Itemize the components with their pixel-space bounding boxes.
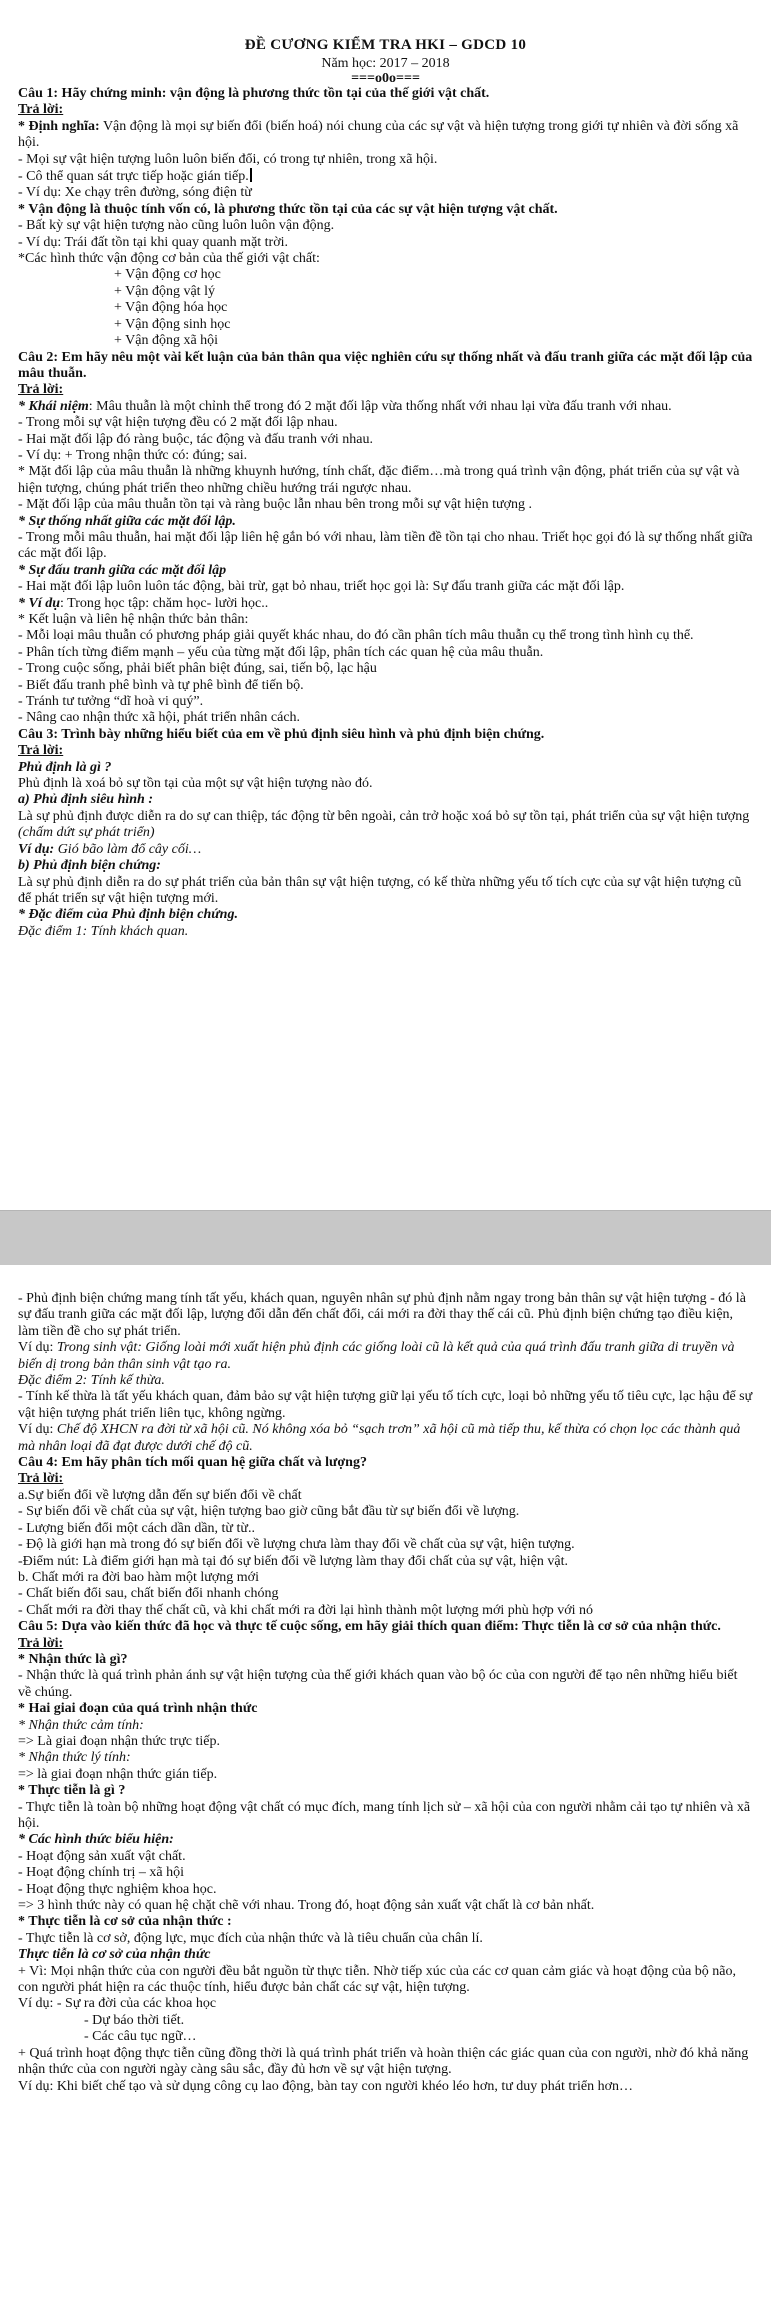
- question-heading: [18, 1619, 753, 1635]
- text-line: [18, 1554, 753, 1570]
- text-line-content: - Mọi sự vật hiện tượng luôn luôn biến đổi, có trong tự nhiên, trong xã hội.: [18, 151, 438, 167]
- subsection-heading: [18, 792, 753, 808]
- text-line-content: - Nâng cao nhận thức xã hội, phát triển nhân cách.: [18, 710, 301, 726]
- text-line: [18, 1882, 753, 1898]
- section-heading-text: * Nhận thức là gì?: [18, 1651, 128, 1667]
- text-line: [18, 1488, 753, 1504]
- text-line-content: - Độ là giới hạn mà trong đó sự biến đổi về lượng chưa làm thay đổi về chất của sự vật, hiện tượng.: [18, 1537, 575, 1553]
- text-line-content: * Kết luận và liên hệ nhận thức bản thân:: [18, 612, 249, 627]
- text-line: [18, 251, 753, 267]
- text-line: [18, 1504, 753, 1520]
- definition-line: [18, 842, 753, 858]
- text-line-content: - Nhận thức là quá trình phản ánh sự vật hiện tượng của thế giới khách quan vào bộ óc của con người để tạo nên những hiểu biết về chúng.: [18, 1668, 738, 1700]
- subsection-heading: [18, 1832, 753, 1848]
- text-line-content: - Thực tiễn là toàn bộ những hoạt động vật chất có mục đích, mang tính lịch sử – xã hội của con người nhằm cải tạo tự nhiên và xã hội.: [18, 1799, 751, 1831]
- text-line: [18, 875, 753, 908]
- section-heading-text: * Vận động là thuộc tính vốn có, là phương thức tồn tại của các sự vật hiện tượng vật chất.: [18, 201, 558, 217]
- list-item-text: + Vận động xã hội: [114, 333, 219, 349]
- term-label: * Khái niệm: [18, 398, 89, 414]
- text-line: [18, 464, 753, 497]
- text-line: [18, 694, 753, 710]
- text-line-content: - Phân tích từng điểm mạnh – yếu của từng mặt đối lập, phân tích các quan hệ của mâu thuẫn.: [18, 644, 544, 660]
- text-line-content: - Ví dụ: Xe chạy trên đường, sóng điện từ: [18, 185, 252, 201]
- example-line: [18, 1422, 753, 1455]
- text-line: [18, 1291, 753, 1340]
- text-line: [18, 2079, 753, 2095]
- text-line: [18, 1964, 753, 1997]
- term-label: * Định nghĩa:: [18, 118, 100, 134]
- answer-label-text: Trả lời:: [18, 102, 64, 118]
- document-title: ĐỀ CƯƠNG KIỂM TRA HKI – GDCD 10: [244, 37, 527, 53]
- italic-line-text: Đặc điểm 2: Tính kế thừa.: [18, 1373, 165, 1389]
- text-line: [18, 661, 753, 677]
- list-item: [18, 317, 753, 333]
- subsection-heading-text: * Sự đấu tranh giữa các mặt đối lập: [18, 562, 227, 578]
- subsection-heading: [18, 1947, 753, 1963]
- text-line-content: - Biết đấu tranh phê bình và tự phê bình để tiến bộ.: [18, 677, 304, 693]
- text-line-content: - Phủ định biện chứng mang tính tất yếu, khách quan, nguyên nhân sự phủ định nằm ngay trong bản thân sự vật hiện tượng - đó là sự đấu tranh giữa các mặt đối lập, lượng đổi dẫn đến chất đổi, cái mới ra đời thay thế cái cũ. Phủ định biện chứng tạo điều kiện, làm tiền đề cho sự phát triển.: [18, 1291, 746, 1339]
- text-line-content: => Là giai đoạn nhận thức trực tiếp.: [18, 1733, 221, 1749]
- example-line: [18, 1340, 753, 1373]
- section-heading: [18, 1914, 753, 1930]
- answer-label-text: Trả lời:: [18, 1635, 64, 1651]
- list-item: [18, 2013, 753, 2029]
- text-line: [18, 1849, 753, 1865]
- question-text: Câu 3: Trình bày những hiểu biết của em về phủ định siêu hình và phủ định biện chứng.: [18, 726, 545, 742]
- text-line: [18, 1603, 753, 1619]
- page-2-content: [18, 1291, 753, 2095]
- question-text: Câu 2: Em hãy nêu một vài kết luận của bản thân qua việc nghiên cứu sự thống nhất và đấu tranh giữa các mặt đối lập của mâu thuẫn.: [18, 349, 753, 381]
- list-item: [18, 333, 753, 349]
- text-line-content: - Chất mới ra đời thay thế chất cũ, và khi chất mới ra đời lại hình thành một lượng mới phù hợp với nó: [18, 1602, 593, 1618]
- text-line-content: Ví dụ: Khi biết chế tạo và sử dụng công cụ lao động, bàn tay con người khéo léo hơn, tư duy phát triển hơn…: [18, 2078, 633, 2094]
- text-line: [18, 415, 753, 431]
- text-line: [18, 1586, 753, 1602]
- text-line-content: - Trong cuộc sống, phải biết phân biệt đúng, sai, tiến bộ, lạc hậu: [18, 661, 377, 677]
- text-line: [18, 710, 753, 726]
- page-1-content: [18, 86, 753, 940]
- italic-line-text: * Nhận thức lý tính:: [18, 1750, 131, 1766]
- text-line-content: - Trong mỗi mâu thuẫn, hai mặt đối lập liên hệ gắn bó với nhau, làm tiền đề tồn tại cho nhau. Triết học gọi đó là sự thống nhất giữa các mặt đối lập.: [18, 529, 753, 562]
- subsection-heading-text: Thực tiễn là cơ sở của nhận thức: [18, 1947, 211, 1963]
- text-line-content: - Bất kỳ sự vật hiện tượng nào cũng luôn luôn vận động.: [18, 218, 335, 234]
- list-item: [18, 267, 753, 283]
- example-italic: Chế độ XHCN ra đời từ xã hội cũ. Nó không xóa bỏ “sạch trơn” xã hội cũ mà tiếp thu, kế thừa có chọn lọc các thành quả mà nhân loại đã đạt được dưới chế độ cũ.: [18, 1422, 741, 1454]
- italic-line: [18, 924, 753, 940]
- section-heading-text: * Hai giai đoạn của quá trình nhận thức: [18, 1701, 258, 1717]
- document-page-2: [0, 1265, 771, 2312]
- question-text: Câu 5: Dựa vào kiến thức đã học và thực tế cuộc sống, em hãy giải thích quan điểm: Thực tiễn là cơ sở của nhận thức.: [18, 1619, 721, 1635]
- text-line-content: - Hoạt động chính trị – xã hội: [18, 1865, 185, 1881]
- list-item-text: - Dự báo thời tiết.: [84, 2012, 185, 2028]
- italic-line: [18, 1750, 753, 1766]
- example-lead: Ví dụ:: [18, 1340, 57, 1356]
- text-line: [18, 218, 753, 234]
- school-year: Năm học: 2017 – 2018: [321, 56, 450, 71]
- section-heading-text: * Thực tiễn là gì ?: [18, 1783, 126, 1799]
- subsection-heading-text: * Đặc điểm của Phủ định biện chứng.: [18, 907, 238, 923]
- text-line-content: - Trong mỗi sự vật hiện tượng đều có 2 mặt đối lập nhau.: [18, 415, 338, 431]
- question-heading: [18, 1455, 753, 1471]
- list-item-text: + Vận động sinh học: [114, 316, 231, 332]
- question-heading: [18, 86, 753, 102]
- example-lead: Là sự phủ định được diễn ra do sự can thiệp, tác động từ bên ngoài, cản trở hoặc xoá bỏ sự tồn tại, phát triển của sự vật hiện tượng: [18, 808, 750, 824]
- italic-line-text: Đặc điểm 1: Tính khách quan.: [18, 923, 189, 939]
- text-line: [18, 579, 753, 595]
- list-item-text: + Vận động vật lý: [114, 283, 215, 299]
- text-line: [18, 1767, 753, 1783]
- text-line: [18, 168, 753, 185]
- example-italic: (chấm dứt sự phát triển): [18, 825, 155, 841]
- text-line: [18, 1668, 753, 1701]
- text-line-content: - Mỗi loại mâu thuẫn có phương pháp giải quyết khác nhau, do đó cần phân tích mâu thuẫn cụ thể trong tình hình cụ thể.: [18, 628, 694, 644]
- italic-line-text: * Nhận thức cảm tính:: [18, 1717, 144, 1733]
- text-line: [18, 1800, 753, 1833]
- question-heading: [18, 350, 753, 383]
- text-line-content: => 3 hình thức này có quan hệ chặt chẽ với nhau. Trong đó, hoạt động sản xuất vật chất là cơ bản nhất.: [18, 1898, 595, 1914]
- list-item: [18, 300, 753, 316]
- text-line: [18, 1865, 753, 1881]
- subsection-heading: [18, 514, 753, 530]
- example-italic: Trong sinh vật: Giống loài mới xuất hiện phủ định các giống loài cũ là kết quả của quá trình đấu tranh giữa di truyền và biến dị trong bản thân sinh vật tạo ra.: [18, 1340, 735, 1372]
- term-body: : Trong học tập: chăm học- lười học..: [60, 595, 269, 611]
- text-line: [18, 530, 753, 563]
- question-heading: [18, 727, 753, 743]
- subsection-heading: [18, 760, 753, 776]
- text-line: [18, 678, 753, 694]
- subsection-heading-text: * Sự thống nhất giữa các mặt đối lập.: [18, 513, 236, 529]
- text-line-content: => là giai đoạn nhận thức gián tiếp.: [18, 1766, 218, 1782]
- answer-label-text: Trả lời:: [18, 743, 64, 759]
- text-cursor: [250, 168, 252, 182]
- text-line-content: *Các hình thức vận động cơ bản của thế giới vật chất:: [18, 251, 320, 267]
- text-line: [18, 432, 753, 448]
- text-line: [18, 1996, 753, 2012]
- text-line: [18, 1521, 753, 1537]
- text-line-content: - Tránh tư tưởng “dĩ hoà vi quý”.: [18, 694, 204, 710]
- term-body: Vận động là mọi sự biến đổi (biến hoá) nói chung của các sự vật và hiện tượng trong giới tự nhiên và đời sống xã hội.: [18, 118, 739, 151]
- text-line-content: - Chất biến đổi sau, chất biến đổi nhanh chóng: [18, 1586, 279, 1602]
- definition-line: [18, 119, 753, 152]
- list-item-text: + Vận động hóa học: [114, 300, 228, 316]
- text-line-content: - Ví dụ: Trái đất tồn tại khi quay quanh mặt trời.: [18, 234, 289, 250]
- subsection-heading-text: a) Phủ định siêu hình :: [18, 792, 153, 808]
- text-line: [18, 1931, 753, 1947]
- section-heading: [18, 1783, 753, 1799]
- text-line: [18, 235, 753, 251]
- definition-line: [18, 596, 753, 612]
- text-line-content: + Quá trình hoạt động thực tiễn cũng đồng thời là quá trình phát triển và hoàn thiện các giác quan của con người, nhờ đó khả năng nhận thức của con người ngày càng sâu sắc, đầy đủ hơn về sự vật hiện tượng.: [18, 2045, 749, 2078]
- answer-label: [18, 1636, 753, 1652]
- subsection-heading: [18, 858, 753, 874]
- text-line: [18, 1734, 753, 1750]
- text-line: [18, 776, 753, 792]
- text-line-content: - Hoạt động thực nghiệm khoa học.: [18, 1881, 217, 1897]
- text-line-content: - Lượng biến đổi một cách dần dần, từ từ..: [18, 1520, 256, 1536]
- text-line: [18, 448, 753, 464]
- subsection-heading: [18, 907, 753, 923]
- italic-line: [18, 1718, 753, 1734]
- text-line: [18, 497, 753, 513]
- definition-line: [18, 399, 753, 415]
- text-line-content: - Hai mặt đối lập luôn luôn tác động, bài trừ, gạt bỏ nhau, triết học gọi là: Sự đấu tranh giữa các mặt đối lập.: [18, 579, 625, 595]
- text-line: [18, 645, 753, 661]
- text-line-content: - Hai mặt đối lập đó ràng buộc, tác động và đấu tranh với nhau.: [18, 431, 373, 447]
- question-text: Câu 1: Hãy chứng minh: vận động là phương thức tồn tại của thế giới vật chất.: [18, 86, 490, 101]
- text-line-content: Ví dụ: - Sự ra đời của các khoa học: [18, 1996, 217, 2012]
- answer-label: [18, 743, 753, 759]
- text-line-content: - Sự biến đổi về chất của sự vật, hiện tượng bao giờ cũng bắt đầu từ sự biến đổi về lượng.: [18, 1504, 520, 1520]
- answer-label-text: Trả lời:: [18, 382, 64, 398]
- text-line-content: - Cô thể quan sát trực tiếp hoặc gián tiếp.: [18, 169, 249, 185]
- text-line: [18, 1389, 753, 1422]
- text-line-content: - Hoạt động sản xuất vật chất.: [18, 1848, 186, 1864]
- subsection-heading: [18, 563, 753, 579]
- text-line: [18, 628, 753, 644]
- term-body: Gió bão làm đổ cây cối…: [54, 841, 202, 857]
- text-line-content: Là sự phủ định diễn ra do sự phát triển của bản thân sự vật hiện tượng, có kế thừa những yếu tố tích cực của sự vật hiện tượng cũ để phát triển sự vật hiện tượng mới.: [18, 874, 742, 906]
- text-line: [18, 185, 753, 201]
- text-line-content: - Tính kế thừa là tất yếu khách quan, đảm bảo sự vật hiện tượng giữ lại yếu tố tích cực, loại bỏ những yếu tố tiêu cực, lạc hậu để sự vật hiện tượng phát triển liên tục, không ngừng.: [18, 1389, 753, 1421]
- text-line: [18, 152, 753, 168]
- text-line: [18, 612, 753, 628]
- subsection-heading-text: * Các hình thức biểu hiện:: [18, 1832, 174, 1848]
- text-line-content: b. Chất mới ra đời bao hàm một lượng mới: [18, 1569, 259, 1585]
- answer-label: [18, 1471, 753, 1487]
- list-item-text: - Các câu tục ngữ…: [84, 2029, 197, 2045]
- text-line: [18, 1537, 753, 1553]
- italic-line: [18, 1373, 753, 1389]
- text-line-content: - Thực tiễn là cơ sở, động lực, mục đích của nhận thức và là tiêu chuẩn của chân lí.: [18, 1930, 483, 1946]
- section-heading: [18, 1701, 753, 1717]
- text-line: [18, 2046, 753, 2079]
- list-item: [18, 2029, 753, 2045]
- subsection-heading-text: b) Phủ định biện chứng:: [18, 858, 161, 874]
- text-line-content: - Mặt đối lập của mâu thuẫn tồn tại và ràng buộc lẫn nhau bên trong mỗi sự vật hiện tượng .: [18, 497, 533, 513]
- text-line-content: Phủ định là xoá bỏ sự tồn tại của một sự vật hiện tượng nào đó.: [18, 776, 373, 792]
- example-lead: Ví dụ:: [18, 1422, 57, 1438]
- text-line-content: -Điểm nút: Là điểm giới hạn mà tại đó sự biến đổi về lượng làm thay đổi chất của sự vật, hiện vật.: [18, 1553, 568, 1569]
- question-text: Câu 4: Em hãy phân tích mối quan hệ giữa chất và lượng?: [18, 1455, 367, 1471]
- term-label: * Ví dụ: [18, 595, 61, 611]
- term-label: Ví dụ:: [18, 841, 55, 857]
- section-heading: [18, 1652, 753, 1668]
- text-line-content: - Ví dụ: + Trong nhận thức có: đúng; sai.: [18, 447, 248, 463]
- list-item: [18, 284, 753, 300]
- text-line-content: * Mặt đối lập của mâu thuẫn là những khuynh hướng, tính chất, đặc điểm…mà trong quá trình vận động, phát triển của sự vật và hiện tượng, chúng phát triển theo những chiều hướng trái ngược nhau.: [18, 464, 740, 496]
- page-break-gap: [0, 1210, 771, 1267]
- list-item-text: + Vận động cơ học: [114, 267, 221, 283]
- example-line: [18, 809, 753, 842]
- text-line: [18, 1898, 753, 1914]
- title-separator: ===o0o===: [351, 71, 420, 86]
- section-heading: [18, 202, 753, 218]
- text-line-content: a.Sự biến đổi về lượng dẫn đến sự biến đổi về chất: [18, 1487, 302, 1503]
- answer-label-text: Trả lời:: [18, 1471, 64, 1487]
- section-heading-text: * Thực tiễn là cơ sở của nhận thức :: [18, 1914, 232, 1930]
- subsection-heading-text: Phủ định là gì ?: [18, 759, 112, 775]
- answer-label: [18, 382, 753, 398]
- answer-label: [18, 102, 753, 118]
- term-body: : Mâu thuẫn là một chỉnh thể trong đó 2 mặt đối lập vừa thống nhất với nhau lại vừa đấu tranh với nhau.: [88, 398, 672, 414]
- text-line: [18, 1570, 753, 1586]
- text-line-content: + Vì: Mọi nhận thức của con người đều bắt nguồn từ thực tiễn. Nhờ tiếp xúc của các cơ quan cảm giác và hoạt động của bộ não, con người phát hiện ra các thuộc tính, hiểu được bản chất các sự vật, hiện tượng.: [18, 1963, 736, 1996]
